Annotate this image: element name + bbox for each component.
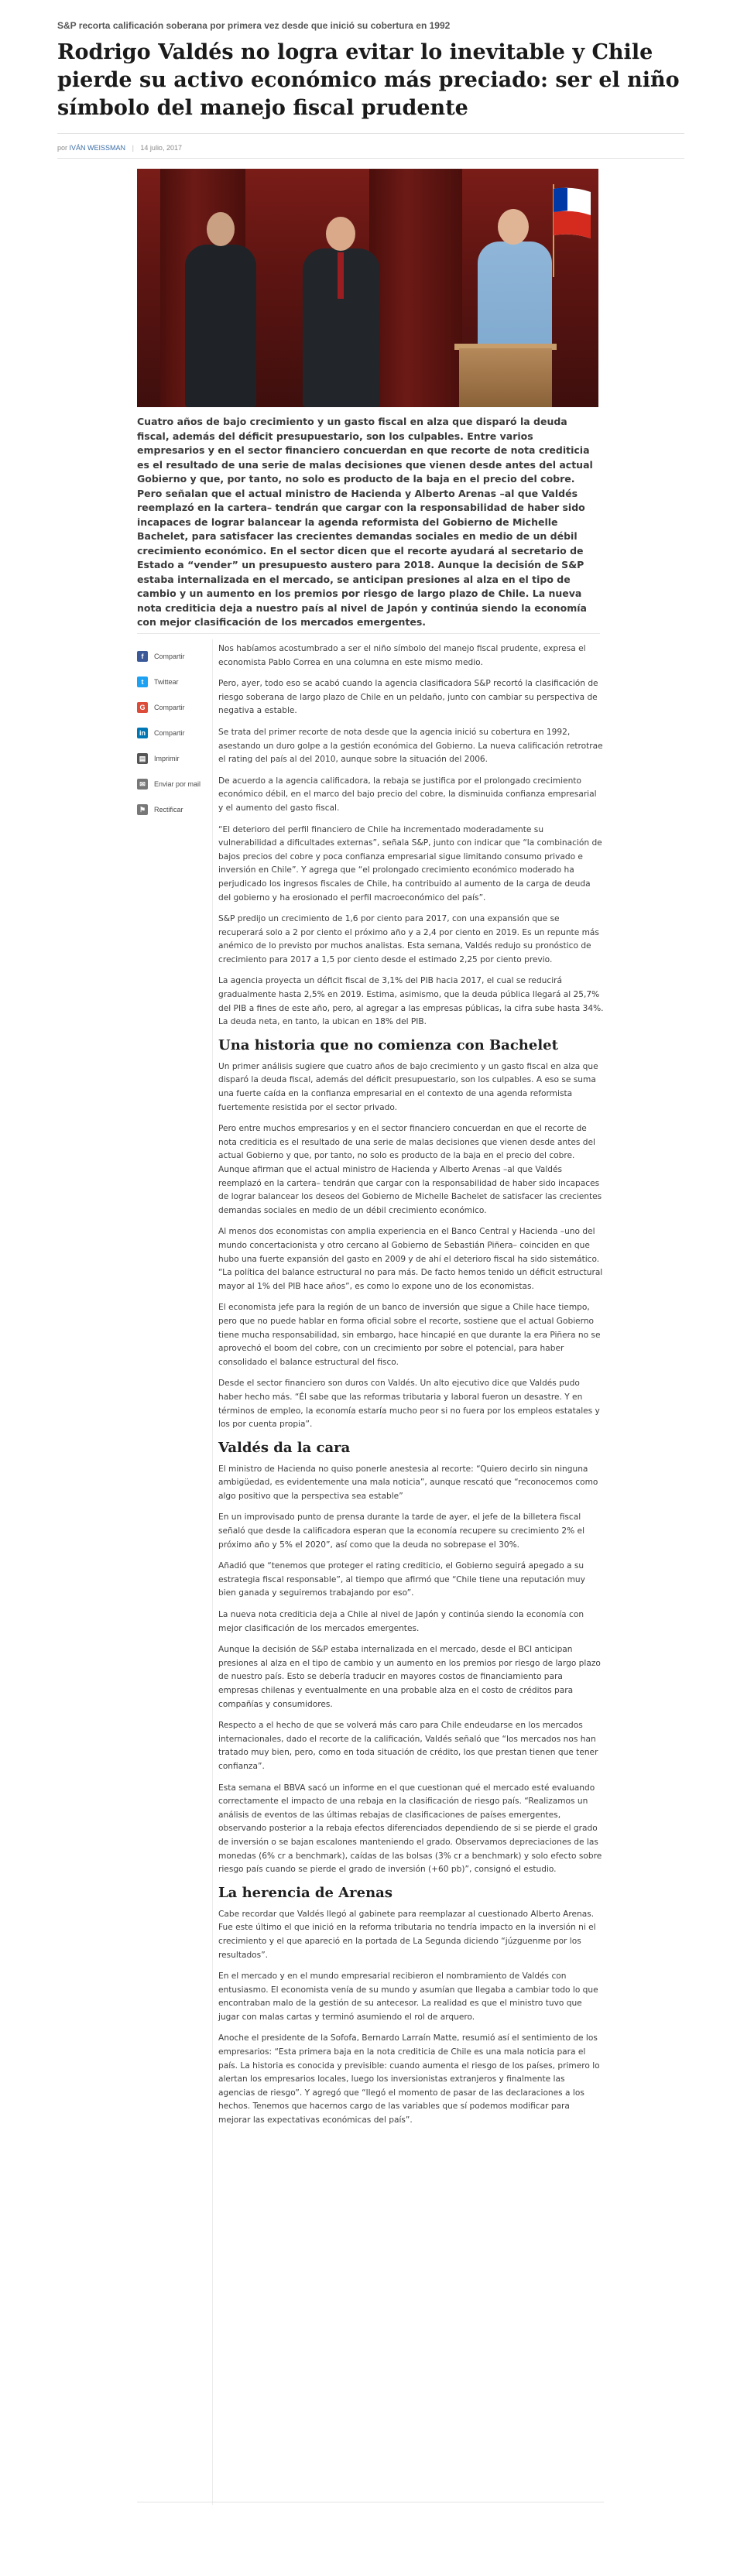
section-heading: Una historia que no comienza con Bachelet	[218, 1036, 558, 1053]
share-label: Rectificar	[154, 806, 183, 814]
body-paragraph: Pero, ayer, todo eso se acabó cuando la agencia clasificadora S&P recortó la clasificación de riesgo soberana de largo plazo de Chile en un peldaño, junto con cambiar su perspectiva de negativa a estable.	[218, 679, 598, 716]
photo-head-3	[498, 209, 529, 245]
divider	[57, 133, 684, 134]
section-heading: Valdés da la cara	[218, 1439, 351, 1456]
photo-head-1	[207, 212, 235, 246]
share-flag-button[interactable]	[137, 800, 214, 820]
share-label: Enviar por mail	[154, 780, 201, 788]
body-paragraph: El ministro de Hacienda no quiso ponerle anestesia al recorte: “Quiero decirlo sin ninguna ambigüedad, es evidentemente una mala noticia”, aunque rescató que “reconocemos como algo positivo que la perspectiva sea estable”	[218, 1464, 598, 1501]
body-paragraph: La agencia proyecta un déficit fiscal de 3,1% del PIB hacia 2017, el cual se reducirá gradualmente hasta 2,5% en 2019. Estima, asimismo, que la deuda pública llegará al 25,7% del PIB a fines de este año, pero, al agregar a las empresas públicas, la cifra sube hasta 34%. La deuda neta, en tanto, la ubican en 18% del PIB.	[218, 976, 604, 1027]
body-paragraph: Cabe recordar que Valdés llegó al gabinete para reemplazar al cuestionado Alberto Arenas. Fue este último el que inició en la reforma tributaria no tendría impacto en la inversión ni el crecimiento y el que apareció en la portada de La Segunda diciendo “júzguenme por los resultados”.	[218, 1909, 596, 1960]
divider	[137, 633, 600, 634]
share-mail-button[interactable]	[137, 774, 214, 794]
flag-icon: ⚑	[137, 804, 148, 815]
byline	[57, 144, 182, 152]
share-label: Imprimir	[154, 755, 180, 762]
photo-tie	[338, 252, 344, 299]
body-paragraph: La nueva nota crediticia deja a Chile al nivel de Japón y continúa siendo la economía con mejor clasificación de los mercados emergentes.	[218, 1610, 584, 1633]
chile-flag-icon	[549, 184, 592, 277]
body-paragraph: Desde el sector financiero son duros con Valdés. Un alto ejecutivo dice que Valdés pudo haber hecho más. “Él sabe que las reformas tributaria y laboral fueron un desastre. Y en términos de empleo, la economía estaría mucho peor si no fuera por los empleos estatales y los por cuenta propia”.	[218, 1379, 600, 1430]
body-paragraph: De acuerdo a la agencia calificadora, la rebaja se justifica por el prolongado crecimiento económico débil, en el marco del bajo precio del cobre, la disminuida confianza empresarial y el aumento del gasto fiscal.	[218, 776, 597, 813]
share-twitter-button[interactable]	[137, 672, 214, 692]
body-paragraph: Al menos dos economistas con amplia experiencia en el Banco Central y Hacienda –uno del mundo concertacionista y otro cercano al Gobierno de Sebastián Piñera– coinciden en que hubo una fuerte expansión del gasto en 2009 y de ahí el deterioro fiscal ha sido sistemático. “La política del balance estructural no para más. De facto hemos tenido un déficit estructural mayor al 1% del PIB hace años”, es como lo expone uno de los economistas.	[218, 1227, 603, 1291]
article-lead: Cuatro años de bajo crecimiento y un gasto fiscal en alza que disparó la deuda fiscal, además del déficit presupuestario, son los culpables. Entre varios empresarios y en el sector financiero concuerdan en que recorte de nota crediticia es el resultado de una serie de malas decisiones que vienen desde antes del actual Gobierno y que, por tanto, no solo es producto de la baja en el precio del cobre. Pero señalan que el actual ministro de Hacienda y Alberto Arenas –al que Valdés reemplazó en la cartera– tendrán que cargar con la responsabilidad de haber sido incapaces de lograr balancear la agenda reformista del Gobierno de Michelle Bachelet, para satisfacer las crecientes demandas sociales en medio de un débil crecimiento económico. En el sector dicen que el recorte ayudará al secretario de Estado a “vender” un presupuesto austero para 2018. Aunque la decisión de S&P estaba internalizada en el mercado, se anticipan presiones al alza en el tipo de cambio y un aumento en los premios por riesgo de largo plazo de Chile. La nueva nota crediticia deja a nuestro país al nivel de Japón y continúa siendo la economía con mejor clasificación de los mercados emergentes.	[137, 416, 593, 628]
body-paragraph: Respecto a el hecho de que se volverá más caro para Chile endeudarse en los mercados internacionales, dado el recorte de la calificación, Valdés señaló que “los mercados nos han tratado muy bien, pero, como en toda situación de crédito, los que prestan tienen que tener confianza”.	[218, 1721, 598, 1771]
photo-head-2	[326, 217, 355, 251]
body-paragraph: “El deterioro del perfil financiero de Chile ha incrementado moderadamente su vulnerabilidad a dificultades externas”, señala S&P, junto con indicar que “la combinación de bajos precios del cobre y poca confianza empresarial sigue limitando consumo privado e inversión en Chile”. Y agrega que “el prolongado crecimiento económico moderado ha perjudicado los ingresos fiscales de Chile, ha contribuido al aumento de la carga de deuda del gobierno y ha erosionado el perfil macroeconómico del país”.	[218, 824, 602, 903]
body-paragraph: En un improvisado punto de prensa durante la tarde de ayer, el jefe de la billetera fiscal señaló que desde la calificadora esperan que la economía recupere su crecimiento 2% el próximo año y 5% el 2020”, así como que la deuda no sobrepase el 30%.	[218, 1512, 585, 1550]
photo-person-1	[185, 245, 256, 407]
print-icon: ▤	[137, 753, 148, 764]
share-label: Twittear	[154, 678, 179, 686]
divider	[57, 158, 684, 159]
body-paragraph: Esta semana el BBVA sacó un informe en el que cuestionan qué el mercado esté evaluando correctamente el impacto de una rebaja en la clasificación de riesgo país. “Realizamos un análisis de eventos de las últimas rebajas de clasificaciones de países emergentes, observando posterior a la rebaja efectos diferenciados dependiendo de si se pierde el grado de inversión o se bajan escalones manteniendo el grado. Observamos depreciaciones de las monedas (6% cr a benchmark), caídas de las bolsas (3% cr a benchmark) y solo efecto sobre riesgo país cuando se pierde el grado de inversión (+60 pb)”, consignó el estudio.	[218, 1783, 602, 1875]
photo-door-right	[369, 169, 462, 407]
share-linkedin-button[interactable]	[137, 723, 214, 743]
article-kicker: S&P recorta calificación soberana por primera vez desde que inició su cobertura en 1992	[57, 20, 451, 31]
body-paragraph: Nos habíamos acostumbrado a ser el niño símbolo del manejo fiscal prudente, expresa el economista Pablo Correa en una columna en este mismo medio.	[218, 644, 586, 667]
body-paragraph: Pero entre muchos empresarios y en el sector financiero concuerdan en que el recorte de nota crediticia es el resultado de una serie de malas decisiones que vienen desde antes del actual Gobierno y que, por tanto, no solo es producto de la baja en el precio del cobre. Aunque afirman que el actual ministro de Hacienda y Alberto Arenas –al que Valdés reemplazó en la cartera– tendrán que cargar con la responsabilidad de haber sido incapaces de lograr balancear los deseos del Gobierno de Michelle Bachelet de satisfacer las crecientes demandas sociales en medio de un débil crecimiento económico.	[218, 1124, 602, 1215]
article-date: 14 julio, 2017	[140, 144, 182, 152]
share-label: Compartir	[154, 729, 185, 737]
byline-separator: |	[132, 144, 134, 152]
article-photo	[137, 169, 598, 407]
linkedin-icon: in	[137, 728, 148, 738]
twitter-icon: t	[137, 677, 148, 687]
mail-icon: ✉	[137, 779, 148, 790]
googleplus-icon: G	[137, 702, 148, 713]
column-divider	[212, 639, 213, 2505]
body-paragraph: Se trata del primer recorte de nota desde que la agencia inició su cobertura en 1992, asestando un duro golpe a la gestión económica del Gobierno. La nueva calificación retrotrae el rating del país al del 2010, aunque sobre la situación del 2006.	[218, 727, 603, 765]
body-paragraph: Aunque la decisión de S&P estaba internalizada en el mercado, desde el BCI anticipan presiones al alza en el tipo de cambio y un aumento en los premios por riesgo de largo plazo de nuestro país. Esto se debería traducir en mayores costos de financiamiento para empresas chilenas y eventualmente en una probable alza en el costo de créditos para compañías y consumidores.	[218, 1645, 601, 1709]
share-bar	[137, 646, 214, 825]
body-paragraph: Añadió que “tenemos que proteger el rating crediticio, el Gobierno seguirá apegado a su estrategia fiscal responsable”, al tiempo que afirmó que “Chile tiene una reputación muy bien ganada y seguiremos trabajando por eso”.	[218, 1561, 585, 1598]
share-googleplus-button[interactable]	[137, 697, 214, 718]
share-print-button[interactable]	[137, 748, 214, 769]
article-headline: Rodrigo Valdés no logra evitar lo inevitable y Chile pierde su activo económico más preciado: ser el niño símbolo del manejo fiscal prudente	[57, 40, 680, 120]
author-link[interactable]: IVÁN WEISSMAN	[69, 144, 126, 152]
body-paragraph: Anoche el presidente de la Sofofa, Bernardo Larraín Matte, resumió así el sentimiento de los empresarios: “Esta primera baja en la nota crediticia de Chile es una mala noticia para el país. La historia es conocida y previsible: cuando aumenta el riesgo de los países, primero lo alertan los empresarios locales, luego los inversionistas extranjeros y finalmente las agencias de riesgo”. Y agregó que “llegó el momento de pasar de las declaraciones a los hechos. Tenemos que hacernos cargo de las variables que sí podemos modificar para mejorar las expectativas económicas del país”.	[218, 2033, 600, 2126]
section-heading: La herencia de Arenas	[218, 1884, 392, 1901]
article-body	[218, 642, 604, 2136]
share-facebook-button[interactable]	[137, 646, 214, 666]
facebook-icon: f	[137, 651, 148, 662]
photo-podium	[459, 348, 552, 407]
body-paragraph: En el mercado y en el mundo empresarial recibieron el nombramiento de Valdés con entusiasmo. El economista venía de su mundo y asumían que llegaba a cambiar todo lo que encontraban malo de la gestión de su antecesor. La realidad es que el ministro tuvo que jugar con malas cartas y terminó asumiendo el rol de arquero.	[218, 1971, 598, 2022]
byline-prefix: por	[57, 144, 68, 152]
body-paragraph: Un primer análisis sugiere que cuatro años de bajo crecimiento y un gasto fiscal en alza que disparó la deuda fiscal, además del déficit presupuestario, son los culpables. A eso se suma una fuerte caída en la confianza empresarial en el contexto de una agenda reformista fuertemente resistida por el sector privado.	[218, 1061, 598, 1112]
share-label: Compartir	[154, 653, 185, 660]
share-label: Compartir	[154, 704, 185, 711]
body-paragraph: S&P predijo un crecimiento de 1,6 por ciento para 2017, con una expansión que se recuperará solo a 2 por ciento el próximo año y a 2,4 por ciento en 2019. Es un repunte más anémico de lo previsto por muchos analistas. Esta semana, Valdés redujo su pronóstico de crecimiento para 2017 a 1,5 por ciento desde el estimado 2,25 por ciento previo.	[218, 914, 599, 964]
body-paragraph: El economista jefe para la región de un banco de inversión que sigue a Chile hace tiempo, pero que no puede hablar en forma oficial sobre el recorte, sostiene que el actual Gobierno tiene mucha responsabilidad, sin embargo, hace hincapié en que durante la era Piñera no se aprovechó el boom del cobre, con un crecimiento por sobre el potencial, para haber consolidado el balance estructural del fisco.	[218, 1303, 601, 1367]
